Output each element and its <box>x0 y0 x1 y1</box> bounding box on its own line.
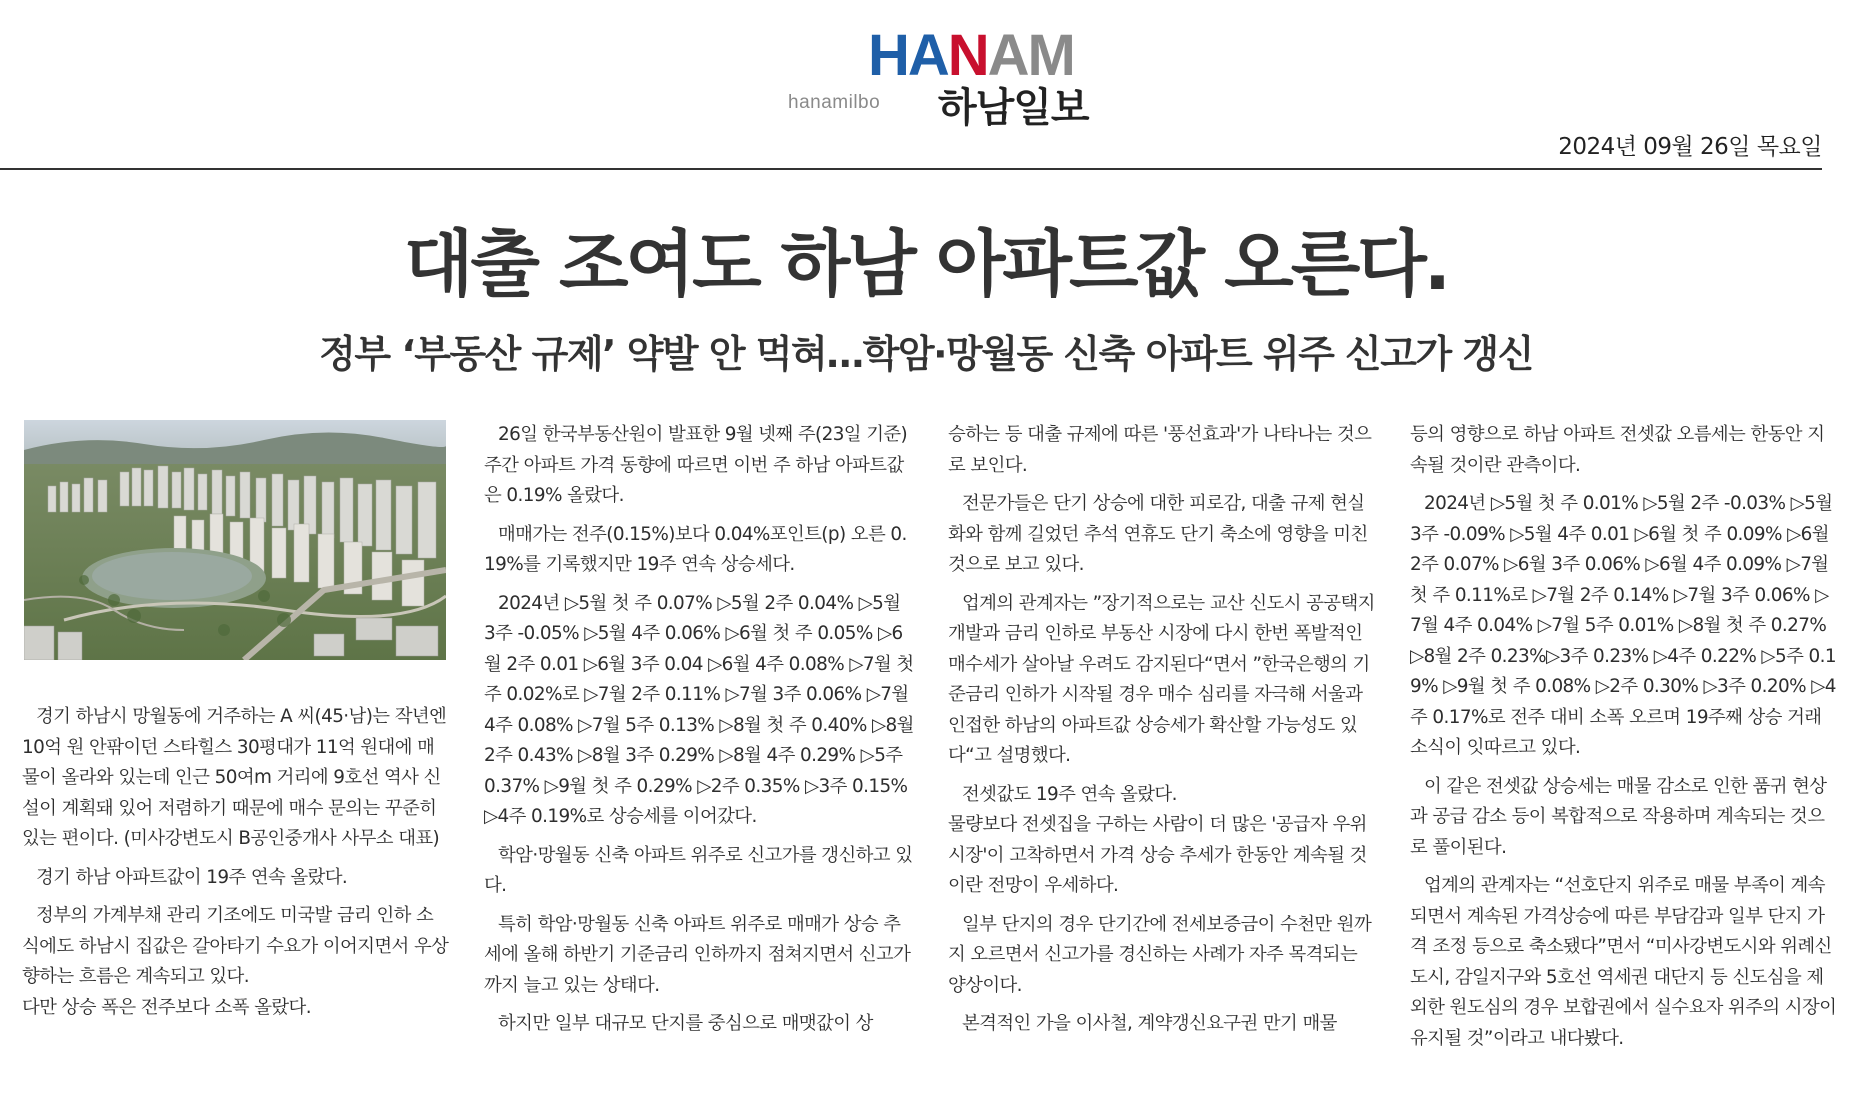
article-paragraph: 2024년 ▷5월 첫 주 0.01% ▷5월 2주 -0.03% ▷5월 3주 -0.09% ▷5월 4주 0.01 ▷6월 첫 주 0.09% ▷6월 2주 0.07% ▷6월 3주 0.06% ▷6월 4주 0.09% ▷7월 첫 주 0.11%로 ▷7월 2주 0.14% ▷7월 3주 0.06% ▷7월 4주 0.04% ▷7월 5주 0.01% ▷8월 첫 주 0.27% ▷8월 2주 0.23%▷3주 0.23% ▷4주 0.22% ▷5주 0.19% ▷9월 첫 주 0.08% ▷2주 0.30% ▷3주 0.20% ▷4주 0.17%로 전주 대비 소폭 오르며 19주째 상승 거래 소식이 잇따르고 있다. <box>1410 493 1836 758</box>
masthead-divider <box>0 168 1822 170</box>
logo-mark-part: HA <box>868 23 948 88</box>
article-paragraph: 승하는 등 대출 규제에 따른 '풍선효과'가 나타나는 것으로 보인다. <box>948 424 1372 476</box>
article-paragraph: 다만 상승 폭은 전주보다 소폭 올랐다. <box>22 996 311 1018</box>
article-paragraph: 정부의 가계부채 관리 기조에도 미국발 금리 인하 소식에도 하남시 집값은 갈아타기 수요가 이어지면서 우상향하는 흐름은 계속되고 있다. <box>22 905 449 987</box>
logo-korean-text: 하남일보 <box>938 85 1089 131</box>
article-paragraph: 경기 하남시 망월동에 거주하는 A 씨(45·남)는 작년엔 10억 원 안팎이던 스타힐스 30평대가 11억 원대에 매물이 올라와 있는데 인근 50여m 거리에 9호선 역사 신설이 계획돼 있어 저렴하기 때문에 매수 문의는 꾸준히 있는 편이다. (미사강변도시 B공인중개사 사무소 대표) <box>22 706 447 849</box>
logo-roman-text: hanamilbo <box>788 92 881 113</box>
newspaper-logo[interactable] <box>788 23 1118 131</box>
article-column-4 <box>1410 420 1838 1062</box>
article-headline: 대출 조여도 하남 아파트값 오른다. <box>403 222 1449 306</box>
article-paragraph: 등의 영향으로 하남 아파트 전셋값 오름세는 한동안 지속될 것이란 관측이다. <box>1410 424 1825 476</box>
article-paragraph: 일부 단지의 경우 단기간에 전세보증금이 수천만 원까지 오르면서 신고가를 경신하는 사례가 자주 목격되는 양상이다. <box>948 913 1372 996</box>
article-paragraph: 전셋값도 19주 연속 올랐다. <box>962 783 1177 805</box>
aerial-city-photo <box>24 420 446 660</box>
article-paragraph: 매매가는 전주(0.15%)보다 0.04%포인트(p) 오른 0.19%를 기록했지만 19주 연속 상승세다. <box>484 523 907 575</box>
article-paragraph: 본격적인 가을 이사철, 계약갱신요구권 만기 매물 <box>962 1013 1337 1034</box>
article-paragraph: 전문가들은 단기 상승에 대한 피로감, 대출 규제 현실화와 함께 길었던 추석 연휴도 단기 축소에 영향을 미친 것으로 보고 있다. <box>948 493 1368 575</box>
article-photo <box>24 420 446 660</box>
article-paragraph: 물량보다 전셋집을 구하는 사람이 더 많은 '공급자 우위 시장'이 고착하면서 가격 상승 추세가 한동안 계속될 것이란 전망이 우세하다. <box>948 814 1367 896</box>
article-paragraph: 업계의 관계자는 ”장기적으로는 교산 신도시 공공택지개발과 금리 인하로 부동산 시장에 다시 한번 폭발적인 매수세가 살아날 우려도 감지된다“면서 ”한국은행의 기준금리 인하가 시작될 경우 매수 심리를 자극해 서울과 인접한 하남의 아파트값 상승세가 확산할 가능성도 있다“고 설명했다. <box>948 592 1375 766</box>
logo-mark-part: AM <box>987 23 1074 88</box>
logo-mark-part: N <box>947 23 988 88</box>
article-subheadline: 정부 ‘부동산 규제’ 약발 안 먹혀…학암·망월동 신축 아파트 위주 신고가 갱신 <box>319 332 1533 376</box>
article-paragraph: 경기 하남 아파트값이 19주 연속 올랐다. <box>36 866 348 888</box>
article-paragraph: 학암·망월동 신축 아파트 위주로 신고가를 갱신하고 있다. <box>484 844 913 896</box>
issue-date: 2024년 09월 26일 목요일 <box>1558 134 1822 160</box>
article-paragraph: 이 같은 전셋값 상승세는 매물 감소로 인한 품귀 현상과 공급 감소 등이 복합적으로 작용하며 계속되는 것으로 풀이된다. <box>1410 775 1827 858</box>
article-column-1 <box>22 702 450 1031</box>
article-column-3 <box>948 420 1378 1048</box>
article-paragraph: 하지만 일부 대규모 단지를 중심으로 매맷값이 상 <box>498 1013 873 1034</box>
article-paragraph: 26일 한국부동산원이 발표한 9월 넷째 주(23일 기준) 주간 아파트 가격 동향에 따르면 이번 주 하남 아파트값은 0.19% 올랐다. <box>484 424 908 506</box>
article-paragraph: 2024년 ▷5월 첫 주 0.07% ▷5월 2주 0.04% ▷5월 3주 -0.05% ▷5월 4주 0.06% ▷6월 첫 주 0.05% ▷6월 2주 0.01 ▷6월 3주 0.04 ▷6월 4주 0.08% ▷7월 첫 주 0.02%로 ▷7월 2주 0.11% ▷7월 3주 0.06% ▷7월 4주 0.08% ▷7월 5주 0.13% ▷8월 첫 주 0.40% ▷8월 2주 0.43% ▷8월 3주 0.29% ▷8월 4주 0.29% ▷5주 0.37% ▷9월 첫 주 0.29% ▷2주 0.35% ▷3주 0.15% ▷4주 0.19%로 상승세를 이어갔다. <box>484 592 914 827</box>
article-column-2 <box>484 420 914 1048</box>
article-paragraph: 특히 학암·망월동 신축 아파트 위주로 매매가 상승 추세에 올해 하반기 기준금리 인하까지 점쳐지면서 신고가까지 늘고 있는 상태다. <box>484 913 911 996</box>
logo-mark <box>868 23 1074 88</box>
masthead <box>0 0 1852 170</box>
article-paragraph: 업계의 관계자는 “선호단지 위주로 매물 부족이 계속되면서 계속된 가격상승에 따른 부담감과 일부 단지 가격 조정 등으로 축소됐다”면서 “미사강변도시와 위례신도시, 감일지구와 5호선 역세권 대단지 등 신도심을 제외한 원도심의 경우 보합권에서 실수요자 위주의 시장이 유지될 것”이라고 내다봤다. <box>1410 875 1837 1049</box>
